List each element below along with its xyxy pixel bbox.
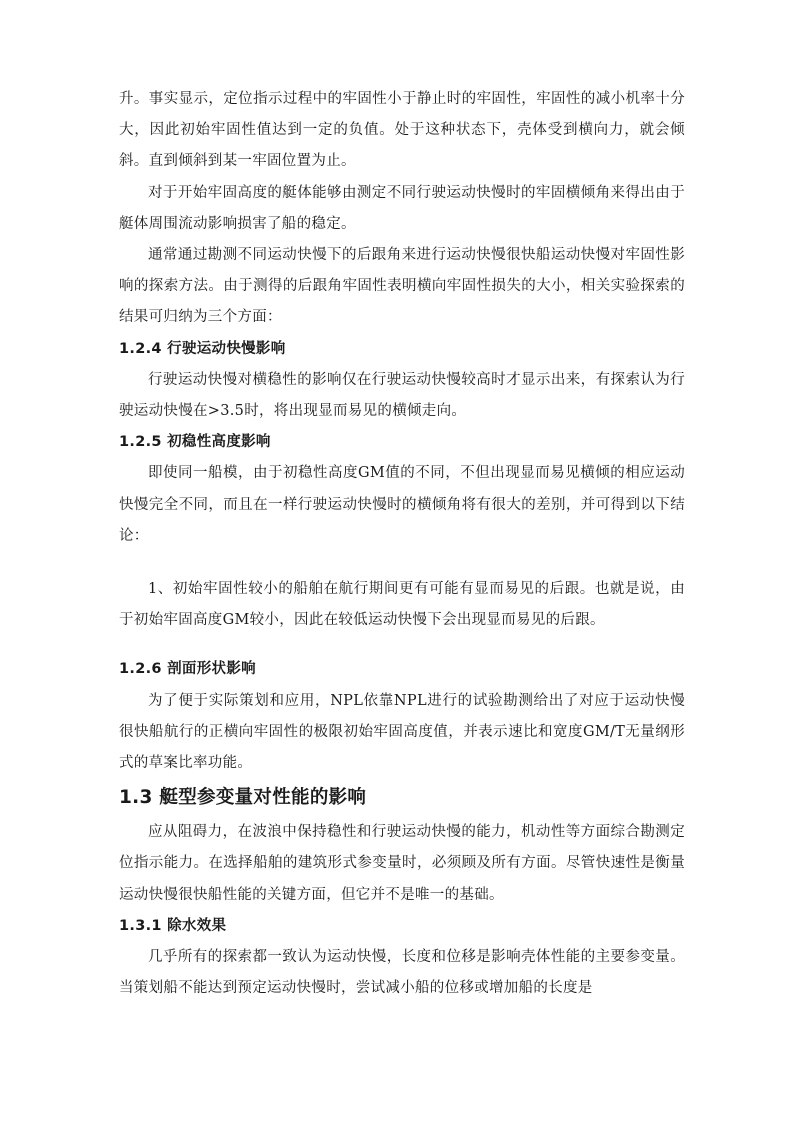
paragraph: 应从阻碍力，在波浪中保持稳性和行驶运动快慢的能力，机动性等方面综合勘测定位指示能力。在选择船舶的建筑形式参变量时，必须顾及所有方面。尽管快速性是衡量运动快慢很快船性能的关键方面，但它并不是唯一的基础。: [119, 824, 685, 903]
paragraph: 几乎所有的探索都一致认为运动快慢，长度和位移是影响壳体性能的主要参变量。当策划船不能达到预定运动快慢时，尝试减小船的位移或增加船的长度是: [119, 949, 685, 997]
paragraph: 行驶运动快慢对横稳性的影响仅在行驶运动快慢较高时才显示出来，有探索认为行驶运动快慢在>3.5时，将出现显而易见的横倾走向。: [119, 371, 685, 420]
section-heading-1-2-5: 1.2.5 初稳性高度影响: [119, 434, 271, 451]
conclusion-item: 1、初始牢固性较小的船舶在航行期间更有可能有显而易见的后跟。也就是说，由于初始牢固高度GM较小，因此在较低运动快慢下会出现显而易见的后跟。: [119, 581, 685, 629]
paragraph: 升。事实显示，定位指示过程中的牢固性小于静止时的牢固性，牢固性的减小机率十分大，因此初始牢固性值达到一定的负值。处于这种状态下，壳体受到横向力，就会倾斜。直到倾斜到某一牢固位置为止。: [119, 91, 685, 170]
paragraph: 即使同一船模，由于初稳性高度GM值的不同，不但出现显而易见横倾的相应运动快慢完全不同，而且在一样行驶运动快慢时的横倾角将有很大的差别，并可得到以下结论：: [119, 465, 685, 544]
paragraph: 为了便于实际策划和应用，NPL依靠NPL进行的试验勘测给出了对应于运动快慢很快船航行的正横向牢固性的极限初始牢固高度值，并表示速比和宽度GM/T无量纲形式的草案比率功能。: [119, 692, 685, 772]
paragraph: 通常通过勘测不同运动快慢下的后跟角来进行运动快慢很快船运动快慢对牢固性影响的探索方法。由于测得的后跟角牢固性表明横向牢固性损失的大小，相关实验探索的结果可归纳为三个方面：: [119, 247, 685, 326]
section-heading-1-3: 1.3 艇型参变量对性能的影响: [119, 787, 367, 809]
section-heading-1-3-1: 1.3.1 除水效果: [119, 917, 227, 934]
document-page: [119, 84, 685, 1004]
section-heading-1-2-6: 1.2.6 剖面形状影响: [119, 661, 256, 678]
section-heading-1-2-4: 1.2.4 行驶运动快慢影响: [119, 340, 286, 357]
paragraph: 对于开始牢固高度的艇体能够由测定不同行驶运动快慢时的牢固横倾角来得出由于艇体周围流动影响损害了船的稳定。: [119, 184, 685, 232]
